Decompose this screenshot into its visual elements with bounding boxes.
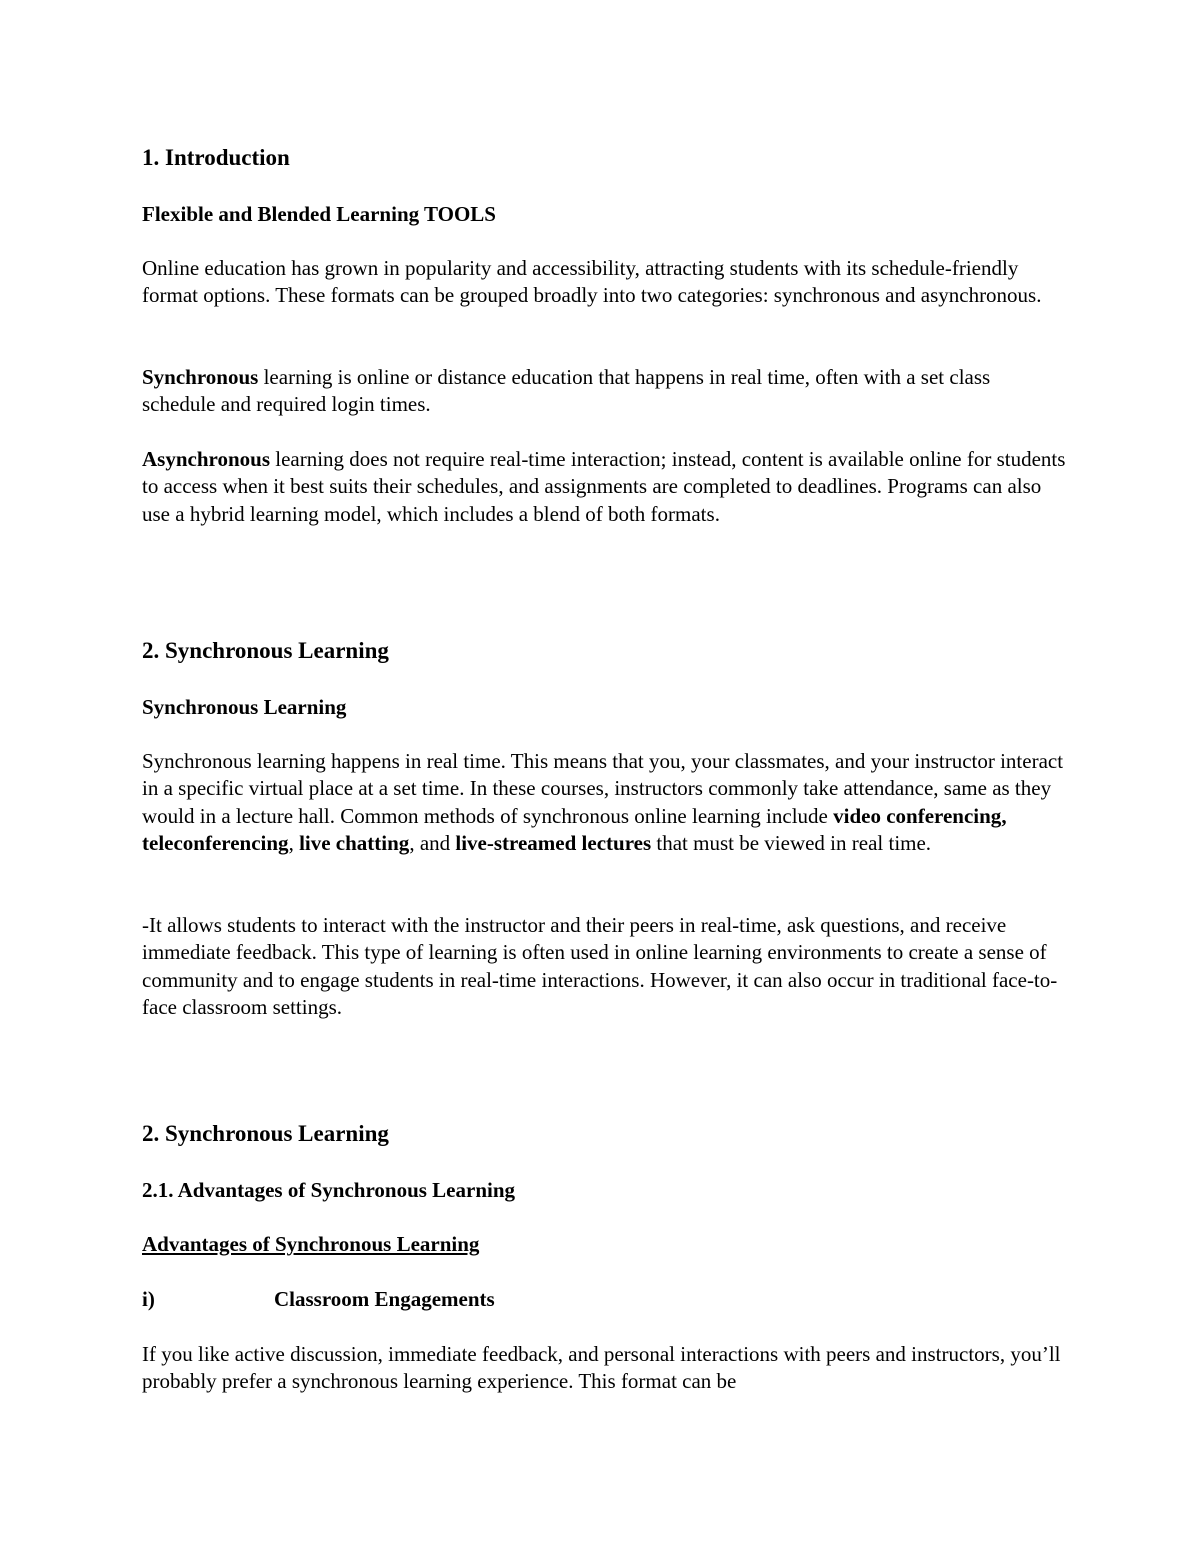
list-item-title: Classroom Engagements xyxy=(274,1287,495,1311)
classroom-engagements-paragraph: If you like active discussion, immediate feedback, and personal interactions with peers and instructors, you’ll probably prefer a synchronous learning experience. This format can be xyxy=(142,1342,1061,1394)
method-live-streamed-lectures: live-streamed lectures xyxy=(455,830,652,855)
method-live-chatting: live chatting xyxy=(299,830,410,855)
section-3-heading: 2. Synchronous Learning xyxy=(142,1121,389,1146)
synchronous-definition-text: learning is online or distance education that happens in real time, often with a set class schedule and required login times. xyxy=(142,365,991,417)
method-teleconferencing: teleconferencing xyxy=(142,830,289,855)
asynchronous-term: Asynchronous xyxy=(142,447,270,471)
asynchronous-definition xyxy=(142,446,1067,528)
section-2-heading: 2. Synchronous Learning xyxy=(142,638,389,663)
method-video-conferencing: video conferencing xyxy=(833,803,1002,828)
section-1-heading: 1. Introduction xyxy=(142,145,290,170)
intro-paragraph: Online education has grown in popularity and accessibility, attracting students with its schedule-friendly format options. These formats can be grouped broadly into two categories: synchronous and asynchronous. xyxy=(142,256,1042,308)
section-1-subheading: Flexible and Blended Learning TOOLS xyxy=(142,202,496,226)
synchronous-benefits-paragraph: -It allows students to interact with the instructor and their peers in real-time, ask questions, and receive immediate feedback. This type of learning is often used in online learning environments to create a sense of community and to engage students in real-time interactions. However, it can also occur in traditional face-to-face classroom settings. xyxy=(142,913,1058,1019)
synchronous-definition xyxy=(142,364,1067,419)
section-2-subheading: Synchronous Learning xyxy=(142,695,347,719)
synchronous-description xyxy=(142,748,1067,857)
list-item-classroom-engagements xyxy=(142,1286,1067,1313)
asynchronous-definition-text: learning does not require real-time interaction; instead, content is available online for students to access when it best suits their schedules, and assignments are completed to deadlines. Programs can also use a hybrid learning model, which includes a blend of both formats. xyxy=(142,447,1066,526)
synchronous-description-text: Synchronous learning happens in real time. This means that you, your classmates, and your instructor interact in a specific virtual place at a set time. In these courses, instructors commonly take attendance, same as they would in a lecture hall. Common methods of synchronous online learning include xyxy=(142,749,1064,828)
subsection-2-1-heading: 2.1. Advantages of Synchronous Learning xyxy=(142,1178,516,1202)
and-connector: , and xyxy=(409,830,456,855)
list-item-number: i) xyxy=(142,1287,155,1311)
advantages-underlined-heading: Advantages of Synchronous Learning xyxy=(142,1232,480,1256)
synchronous-term: Synchronous xyxy=(142,365,259,389)
comma-2: , xyxy=(288,830,300,855)
synchronous-description-end: that must be viewed in real time. xyxy=(651,830,932,855)
comma-1: , xyxy=(1001,803,1007,828)
